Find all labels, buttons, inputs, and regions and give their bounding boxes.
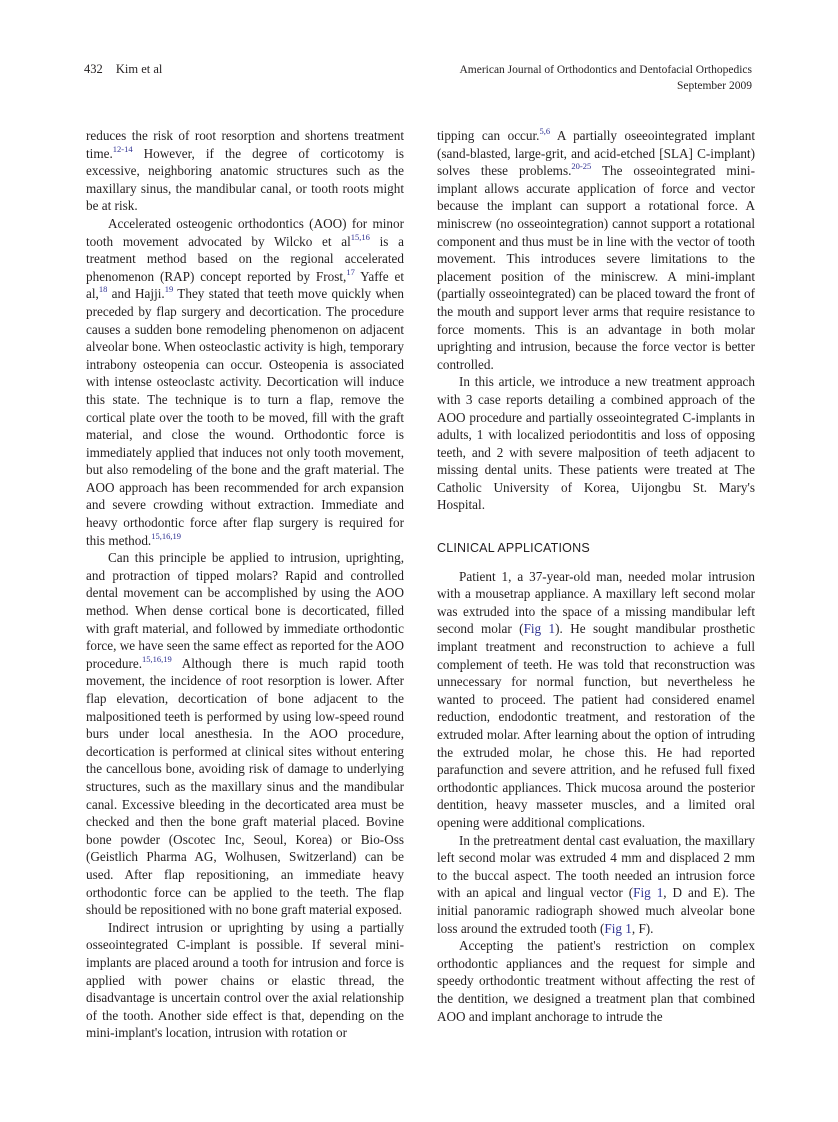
- left-column: [86, 127, 404, 1042]
- citation[interactable]: 15,16: [350, 231, 370, 242]
- citation[interactable]: 5,6: [539, 126, 551, 136]
- paragraph: Accepting the patient's restriction on complex orthodontic appliances and the request for simple and speedy orthodontic treatment without affecting the rest of the dentition, we designed a treatment plan that combined AOO and implant anchorage to intrude the: [437, 938, 755, 1024]
- figure-link[interactable]: Fig 1: [633, 885, 664, 901]
- paragraph: In the pretreatment dental cast evaluation, the maxillary left second molar was extruded 4 mm and displaced 2 mm to the buccal aspect. The tooth needed an intrusion force with an apical and lingual vector (Fig 1, D and E). The initial panoramic radiograph showed much alveolar bone loss around the extruded tooth (Fig 1, F).: [437, 832, 756, 936]
- journal-title: American Journal of Orthodontics and Dentofacial Orthopedics: [459, 64, 752, 76]
- paragraph: Accelerated osteogenic orthodontics (AOO) for minor tooth movement advocated by Wilcko et al$^{15,16}$ is a treatment method based on the regional accelerated phenomenon (RAP) concept reported by Frost,$^{17}$ Yaffe et al,$^{18}$ and Hajji.$^{19}$ They stated that teeth move quickly when preceded by flap surgery and decortication. The procedure causes a sudden bone remodeling phenomenon on adjacent alveolar bone. When osteoclastic activity is high, temporary intrabony osteopenia can occur. Osteopenia is associated with intense osteoclastc activity. Decortication will induce this state. The technique is to turn a flap, remove the cortical plate over the tooth to be moved, fill with the graft material, and close the wound. Orthodontic force is immediately applied that induces not only tooth movement, but also remodeling of the bone and the graft material. The AOO approach has been recommended for arch expansion and severe crowding without extraction. Immediate and heavy orthodontic force after flap surgery is required for this method.$^{15,16,19}$: [86, 215, 405, 548]
- running-header-right: [459, 62, 752, 94]
- citation[interactable]: 15,16,19: [151, 530, 181, 541]
- issue-date: September 2009: [676, 80, 752, 92]
- paragraph: Can this principle be applied to intrusion, uprighting, and protraction of tipped molars? Rapid and controlled dental movement can be accomplished by using the AOO method. When dense cortical bone is decorticated, filled with graft material, and followed by immediate orthodontic force, we have seen the same effect as reported for the AOO procedure.$^{15,16,19}$ Although there is much rapid tooth movement, the incidence of root resorption is lower. After flap elevation, decortication of bone adjacent to the malpositioned teeth is performed by using low-speed round burs under local anesthesia. In the AOO procedure, decortication is performed at clinical sites without entering the cancellous bone, avoiding risk of damage to underlying structures, such as the maxillary sinus and the mandibular canal. Excessive bleeding in the decorticated area must be checked and then the bone graft material placed. Bovine bone powder (Oscotec Inc, Seoul, Korea) or Bio-Oss (Geistlich Pharma AG, Wolhusen, Switzerland) can be used. After flap repositioning, an immediate heavy orthodontic force can be applied to the teeth. The flap should be repositioned with no bone graft material exposed.: [86, 550, 404, 918]
- citation[interactable]: 17: [346, 266, 355, 277]
- figure-link[interactable]: Fig 1: [604, 920, 632, 936]
- paragraph: tipping can occur.$^{5,6}$ A partially oseeointegrated implant (sand-blasted, large-grit, and acid-etched [SLA] C-implant) solves these problems.$^{20-25}$ The osseointegrated mini-implant allows accurate application of force and vector because the implant can support a rotational force. A miniscrew (no osseointegration) cannot support a rotational component and thus must be in line with the vector of tooth movement. This introduces severe limitations to the placement position of the miniscrew. A mini-implant (partially osseointegrated) can be placed toward the front of the mouth and support lever arms that require resistance to force moments. This is an advantage in both molar uprighting and intrusion, because the force vector is better controlled.: [437, 126, 755, 372]
- paragraph: Indirect intrusion or uprighting by using a partially osseointegrated C-implant is possible. If several mini-implants are placed around a tooth for intrusion and force is applied with power chains or elastic thread, the disadvantage is uncertain control over the axial relationship of the tooth. Another side effect is that, depending on the mini-implant's location, intrusion with rotation or: [86, 919, 404, 1041]
- running-header-left: [84, 62, 162, 77]
- citation[interactable]: 18: [98, 284, 108, 295]
- paragraph: reduces the risk of root resorption and shortens treatment time.$^{12-14}$ However, if the degree of corticotomy is excessive, neighboring anatomic structures such as the maxillary sinus, the mandibular canal, or tooth roots might be at risk.: [86, 128, 404, 214]
- page-number: 432: [84, 62, 103, 76]
- right-column: [437, 127, 755, 1025]
- citation[interactable]: 19: [164, 284, 174, 295]
- running-authors: Kim et al: [115, 62, 163, 76]
- citation[interactable]: 20-25: [571, 161, 592, 172]
- section-heading: CLINICAL APPLICATIONS: [437, 541, 590, 556]
- citation[interactable]: 12-14: [112, 143, 133, 154]
- paragraph: Patient 1, a 37-year-old man, needed molar intrusion with a mousetrap appliance. A maxillary left second molar was extruded into the space of a missing mandibular left second molar (Fig 1). He sought mandibular prosthetic implant treatment and reconstruction to achieve a full complement of teeth. He was told that reconstruction was unnecessary for normal function, but nevertheless he wanted to proceed. The patient had considered enamel reduction, endodontic treatment, and restoration of the extruded molar. After learning about the option of intruding the extruded molar, he chose this. He had reported parafunction and severe attrition, and he refused full fixed orthodontic appliances. Thick mucosa around the posterior dentition, heavy masseter muscles, and a limited oral opening were additional complications.: [437, 568, 755, 830]
- citation[interactable]: 15,16,19: [142, 653, 172, 664]
- figure-link[interactable]: Fig 1: [523, 621, 556, 637]
- paragraph: In this article, we introduce a new treatment approach with 3 case reports detailing a combined approach of the AOO procedure and partially osseointegrated C-implants in adults, 1 with localized periodontitis and loss of opposing teeth, and 2 with severe malposition of teeth adjacent to missing dental units. These patients were treated at The Catholic University of Korea, Uijongbu St. Mary's Hospital.: [437, 374, 755, 513]
